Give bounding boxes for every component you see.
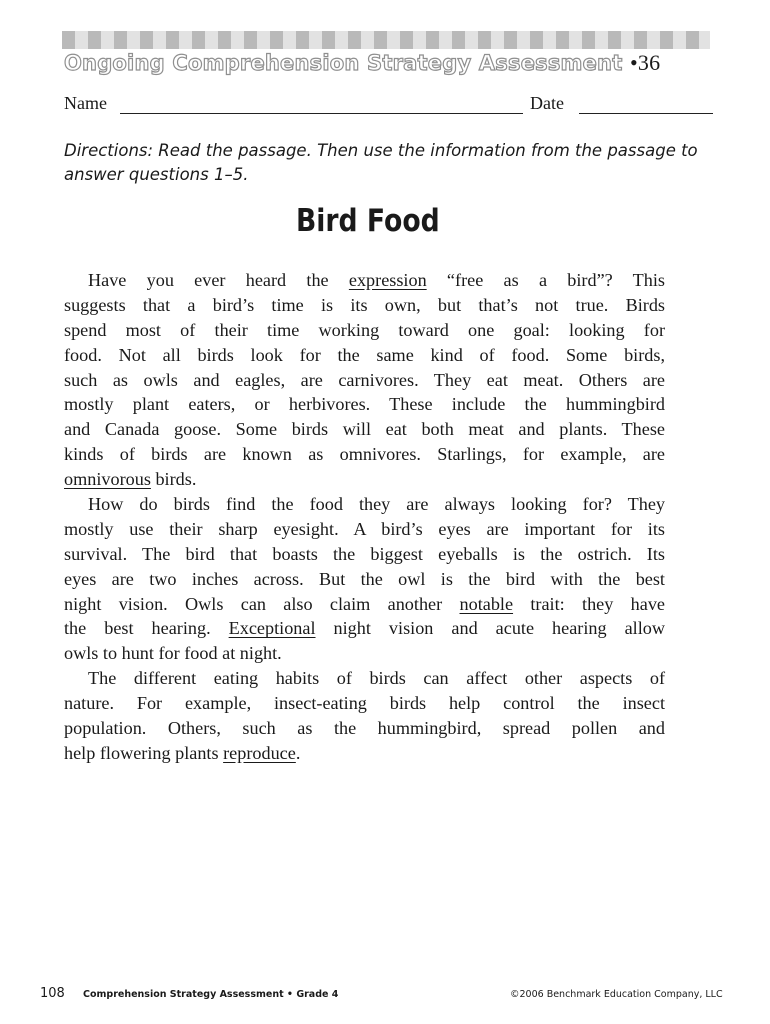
passage-line: help flowering plants reproduce. (64, 742, 301, 763)
passage-line: population. Others, such as the hummingbird, spread pollen and (64, 718, 665, 739)
name-label: Name (64, 93, 107, 113)
vocab-omnivorous: omnivorous (64, 469, 151, 490)
passage-line: spend most of their time working toward one goal: looking for (64, 319, 665, 340)
passage-line: such as owls and eagles, are carnivores. They eat meat. Others are (64, 369, 665, 390)
assessment-header (64, 50, 660, 76)
vocab-notable: notable (459, 593, 514, 614)
footer-series-title: Comprehension Strategy Assessment • Grade 4 (83, 989, 339, 1000)
passage-line: omnivorous birds. (64, 469, 197, 490)
passage-line: eyes are two inches across. But the owl is the bird with the best (64, 568, 665, 589)
vocab-expression: expression (348, 270, 427, 290)
date-label: Date (530, 93, 564, 113)
passage (64, 268, 665, 766)
passage-line: owls to hunt for food at night. (64, 643, 282, 664)
vocab-exceptional: Exceptional (228, 618, 316, 639)
assessment-title: Ongoing Comprehension Strategy Assessment (64, 51, 623, 75)
passage-line: suggests that a bird’s time is its own, but that’s not true. Birds (64, 294, 665, 315)
page-number: 108 (40, 986, 65, 1001)
passage-line: The different eating habits of birds can affect other aspects of (88, 668, 665, 689)
passage-line: and Canada goose. Some birds will eat both meat and plants. These (64, 419, 665, 440)
passage-line: How do birds find the food they are always looking for? They (88, 494, 665, 515)
directions: Directions: Read the passage. Then use the information from the passage to answer questions 1–5. (64, 141, 698, 184)
passage-line: food. Not all birds look for the same kind of food. Some birds, (64, 344, 665, 365)
assessment-number: •36 (629, 50, 661, 75)
passage-line: mostly use their sharp eyesight. A bird’s eyes are important for its (64, 518, 665, 539)
passage-line: nature. For example, insect-eating birds help control the insect (64, 693, 665, 714)
header-pattern-band (62, 31, 710, 49)
passage-line: Have you ever heard the expression “free as a bird”? This (88, 270, 665, 290)
passage-line: night vision. Owls can also claim another notable trait: they have (64, 593, 665, 614)
passage-title: Bird Food (295, 203, 440, 239)
date-field[interactable] (579, 113, 713, 114)
footer-copyright: ©2006 Benchmark Education Company, LLC (510, 989, 723, 1000)
passage-line: the best hearing. Exceptional night vision and acute hearing allow (64, 618, 665, 639)
vocab-reproduce: reproduce (223, 742, 296, 763)
name-field[interactable] (120, 113, 523, 114)
passage-line: mostly plant eaters, or herbivores. These include the hummingbird (64, 394, 665, 415)
passage-line: survival. The bird that boasts the biggest eyeballs is the ostrich. Its (64, 543, 665, 564)
passage-line: kinds of birds are known as omnivores. Starlings, for example, are (64, 444, 665, 465)
